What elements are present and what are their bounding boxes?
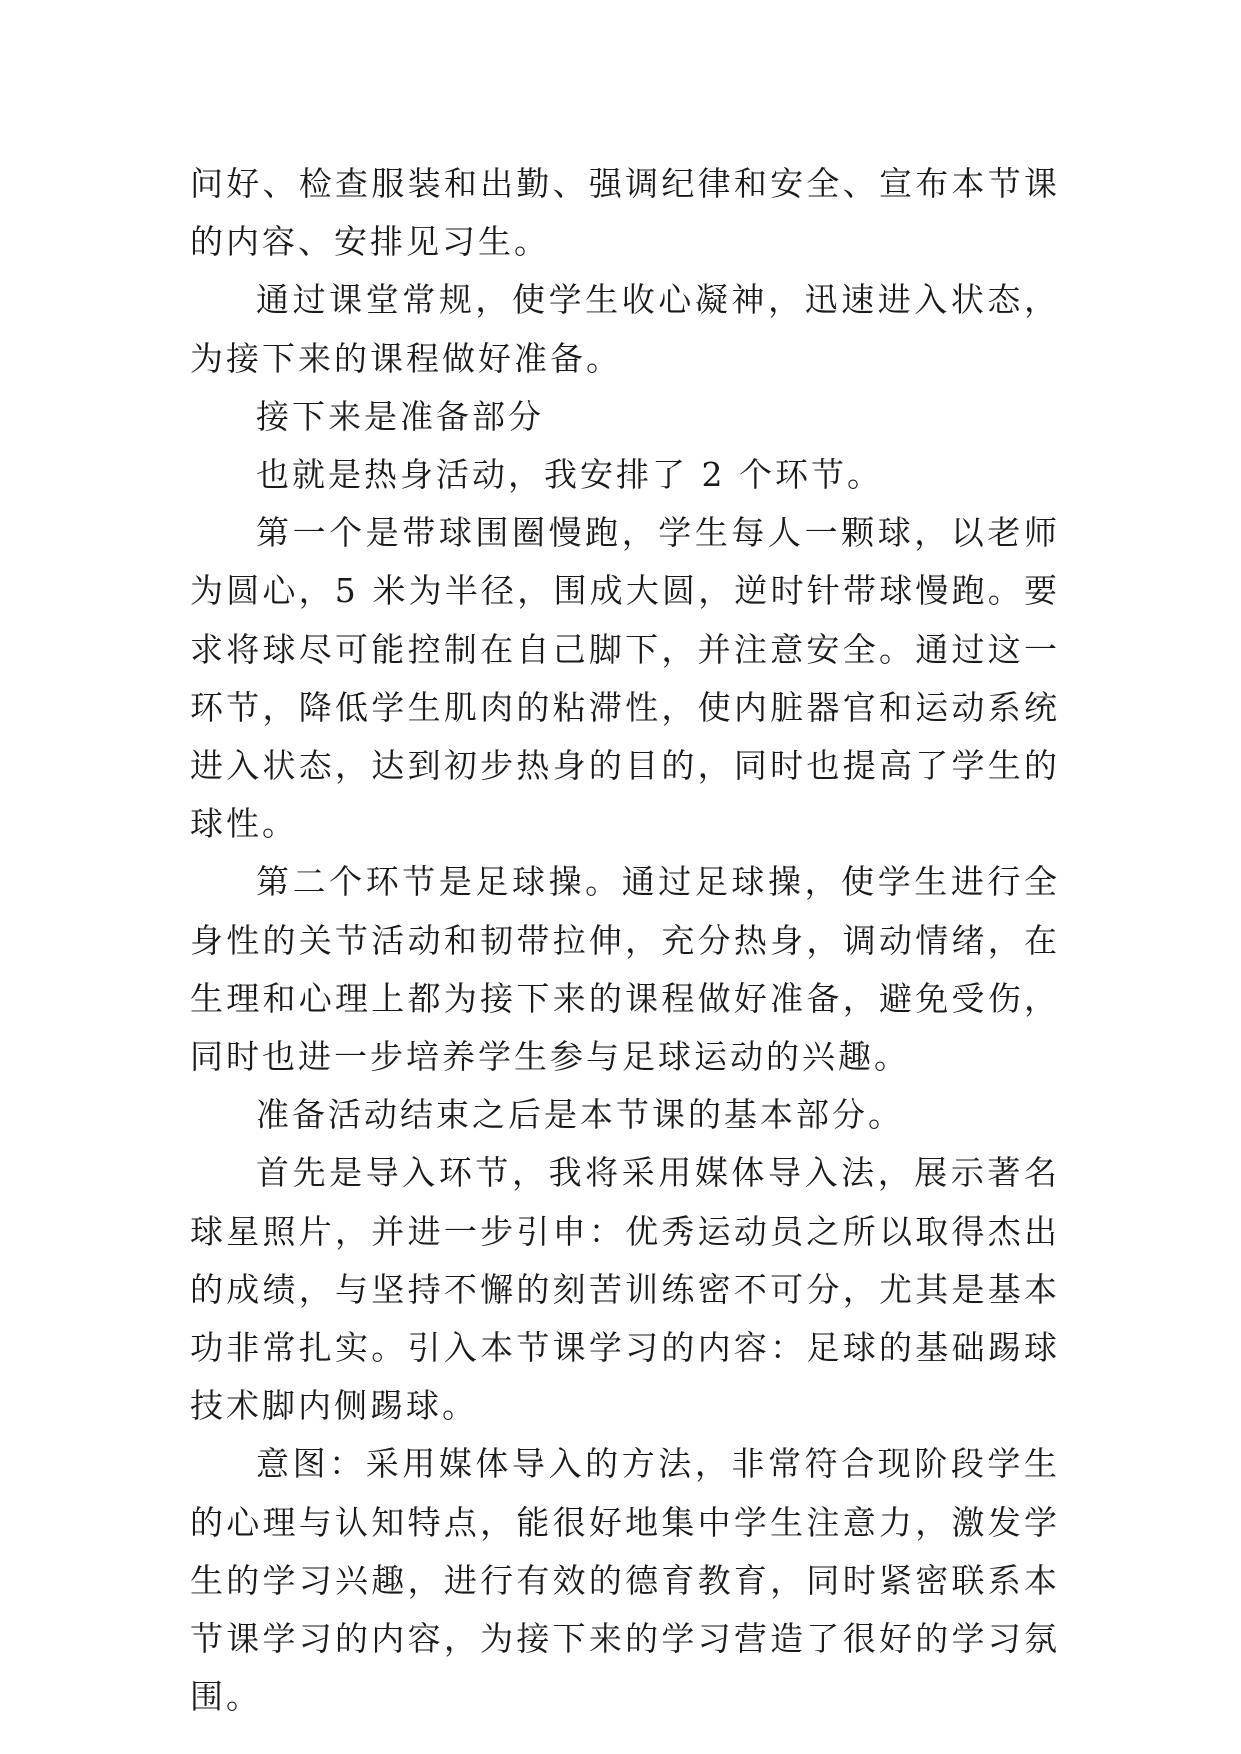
paragraph: 通过课堂常规，使学生收心凝神，迅速进入状态，为接下来的课程做好准备。	[190, 280, 1060, 378]
paragraph: 接下来是准备部分	[256, 396, 544, 436]
paragraph: 准备活动结束之后是本节课的基本部分。	[256, 1095, 904, 1135]
paragraph: 问好、检查服装和出勤、强调纪律和安全、宣布本节课的内容、安排见习生。	[190, 164, 1060, 262]
paragraph: 第二个环节是足球操。通过足球操，使学生进行全身性的关节活动和韧带拉伸，充分热身，调动情绪，在生理和心理上都为接下来的课程做好准备，避免受伤，同时也进一步培养学生参与足球运动的兴趣。	[190, 862, 1060, 1077]
paragraph: 首先是导入环节，我将采用媒体导入法，展示著名球星照片，并进一步引申：优秀运动员之所以取得杰出的成绩，与坚持不懈的刻苦训练密不可分，尤其是基本功非常扎实。引入本节课学习的内容：足球的基础踢球技术脚内侧踢球。	[190, 1153, 1060, 1426]
paragraph: 也就是热身活动，我安排了 2 个环节。	[256, 455, 883, 495]
paragraph: 第一个是带球围圈慢跑，学生每人一颗球，以老师为圆心，5 米为半径，围成大圆，逆时针带球慢跑。要求将球尽可能控制在自己脚下，并注意安全。通过这一环节，降低学生肌肉的粘滞性，使内脏器官和运动系统进入状态，达到初步热身的目的，同时也提高了学生的球性。	[190, 513, 1060, 844]
document-body	[190, 155, 1060, 1726]
paragraph: 意图：采用媒体导入的方法，非常符合现阶段学生的心理与认知特点，能很好地集中学生注意力，激发学生的学习兴趣，进行有效的德育教育，同时紧密联系本节课学习的内容，为接下来的学习营造了很好的学习氛围。	[190, 1444, 1060, 1717]
